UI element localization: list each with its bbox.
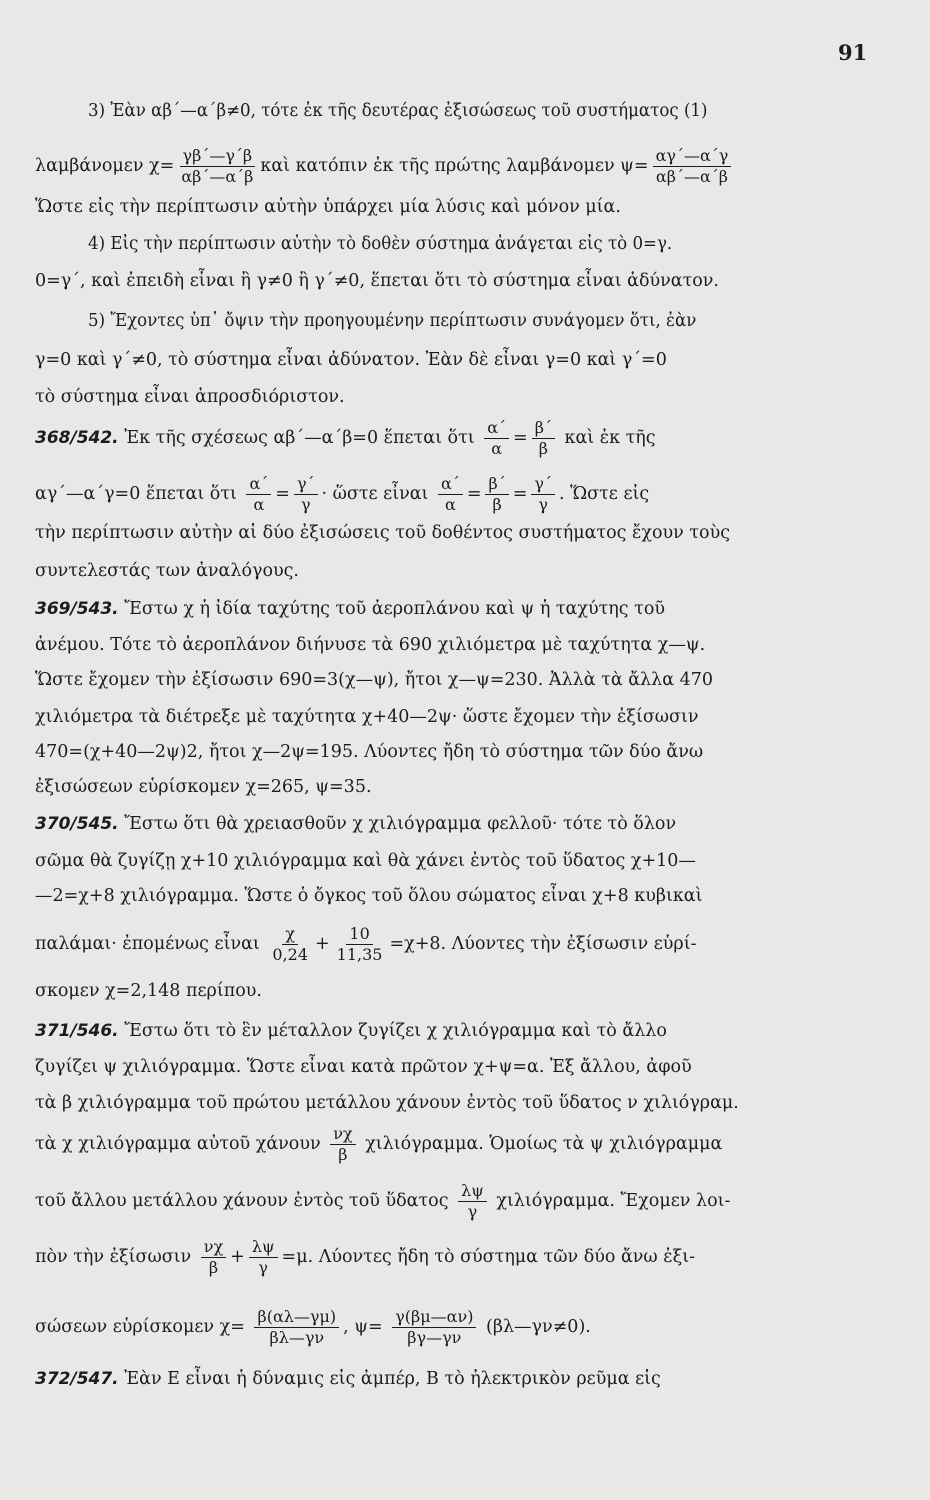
fraction (254, 1307, 339, 1348)
denominator: βγ—γν (407, 1328, 462, 1347)
text: Ἔστω χ ἡ ἰδία ταχύτης τοῦ ἀεροπλάνου καὶ ψ ἡ ταχύτης τοῦ (124, 599, 666, 619)
exercise-number: 368/542. (35, 428, 119, 448)
fraction (532, 418, 555, 459)
exercise-number: 372/547. (35, 1369, 119, 1389)
item4-line2: 0=γ΄, καὶ ἐπειδὴ εἶναι ἢ γ≠0 ἢ γ΄≠0, ἕπεται ὅτι τὸ σύστημα εἶναι ἀδύνατον. (35, 271, 719, 291)
text: καὶ κατόπιν ἐκ τῆς πρώτης λαμβάνομεν ψ= (260, 156, 649, 176)
numerator: β΄ (532, 418, 555, 439)
denominator: αβ΄—α΄β (655, 167, 728, 186)
page-number: 91 (838, 40, 868, 65)
item5-line1: 5) Ἔχοντες ὑπ᾿ ὄψιν τὴν προηγουμένην περίπτωσιν συνάγομεν ὅτι, ἐὰν (88, 311, 697, 331)
text: Ὥστε εἰς (570, 484, 650, 504)
denominator: γ (300, 495, 311, 514)
item4-line1: 4) Εἰς τὴν περίπτωσιν αὐτὴν τὸ δοθὲν σύστημα ἀνάγεται εἰς τὸ 0=γ. (88, 234, 673, 254)
numerator: λψ (249, 1237, 278, 1258)
fraction (246, 474, 271, 515)
denominator: βλ—γν (269, 1328, 325, 1347)
ex371-line7 (35, 1307, 895, 1348)
ex369-line3: Ὥστε ἔχομεν τὴν ἐξίσωσιν 690=3(χ—ψ), ἤτοι χ—ψ=230. Ἀλλὰ τὰ ἄλλα 470 (35, 670, 713, 690)
text: Ἔστω ὅτι τὸ ἓν μέταλλον ζυγίζει χ χιλιόγραμμα καὶ τὸ ἄλλο (124, 1021, 667, 1041)
fraction (438, 474, 463, 515)
fraction (484, 418, 509, 459)
ex369-line6: ἐξισώσεων εὑρίσκομεν χ=265, ψ=35. (35, 777, 372, 797)
ex371-line3: τὰ β χιλιόγραμμα τοῦ πρώτου μετάλλου χάνουν ἐντὸς τοῦ ὕδατος ν χιλιόγραμ. (35, 1093, 739, 1113)
text: αγ΄—α΄γ=0 ἕπεται ὅτι (35, 484, 237, 504)
text: τὰ χ χιλιόγραμμα αὐτοῦ χάνουν (35, 1134, 321, 1154)
numerator: γβ΄—γ΄β (180, 146, 256, 167)
ex371-line5 (35, 1181, 895, 1222)
denominator: γ (258, 1258, 268, 1277)
ex369-line1 (35, 598, 895, 620)
fraction-x (178, 146, 256, 187)
fraction (485, 474, 508, 515)
numerator: νχ (330, 1124, 355, 1145)
fraction (458, 1181, 487, 1222)
text: ὥστε εἶναι (332, 484, 429, 504)
numerator: γ(βμ—αν) (392, 1307, 476, 1328)
denominator: γ (467, 1202, 478, 1221)
denominator: α (445, 495, 456, 514)
ex370-line4: παλάμαι· ἐπομένως εἶναι $\frac{\chi}{0,24}$ + $\frac{10}{11,35}$ =χ+8. Λύοντες τὴν ἐξίσωσιν εὑρί- (35, 924, 697, 964)
ex371-line4 (35, 1124, 895, 1165)
ex370-line1 (35, 813, 895, 835)
ex370-line3: —2=χ+8 χιλιόγραμμα. Ὥστε ὁ ὄγκος τοῦ ὅλου σώματος εἶναι χ+8 κυβικαὶ (35, 886, 703, 906)
fraction (269, 924, 311, 965)
fraction (392, 1307, 476, 1348)
numerator: χ (282, 924, 298, 945)
denominator: 11,35 (336, 945, 383, 964)
numerator: β(αλ—γμ) (254, 1307, 339, 1328)
text: =μ. Λύοντες ἤδη τὸ σύστημα τῶν δύο ἄνω ἐξι- (281, 1247, 696, 1267)
ex369-line2: ἀνέμου. Τότε τὸ ἀεροπλάνον διήνυσε τὰ 690 χιλιόμετρα μὲ ταχύτητα χ—ψ. (35, 635, 706, 655)
ex371-line2: ζυγίζει ψ χιλιόγραμμα. Ὥστε εἶναι κατὰ πρῶτον χ+ψ=α. Ἐξ ἄλλου, ἀφοῦ (35, 1057, 692, 1077)
denominator: β (492, 495, 502, 514)
text: καὶ ἐκ τῆς (564, 428, 656, 448)
numerator: α΄ (438, 474, 463, 495)
ex372-line1 (35, 1368, 895, 1390)
ex369-line4: χιλιόμετρα τὰ διέτρεξε μὲ ταχύτητα χ+40—2ψ· ὥστε ἔχομεν τὴν ἐξίσωσιν (35, 707, 699, 727)
item3-line3: Ὥστε εἰς τὴν περίπτωσιν αὐτὴν ὑπάρχει μία λύσις καὶ μόνον μία. (35, 197, 621, 217)
exercise-number: 369/543. (35, 599, 119, 619)
denominator: α (491, 439, 503, 458)
fraction (249, 1237, 278, 1278)
text: λαμβάνομεν χ= (35, 156, 175, 176)
denominator: β (538, 439, 548, 458)
numerator: 10 (346, 924, 372, 945)
numerator: λψ (458, 1181, 487, 1202)
numerator: β΄ (485, 474, 508, 495)
ex368-line2: αγ΄—α΄γ=0 ἕπεται ὅτι $\frac{\alpha΄}{\alpha}$ = $\frac{\gamma΄}{\gamma}$ · ὥστε εἶναι $\frac{\alpha΄}{\alpha}$ = $\frac{\beta΄}{\beta}$ = $\frac{\gamma΄}{\gamma}$ . Ὥστε εἰς (35, 474, 650, 514)
ex368-line1: 368/542. Ἐκ τῆς σχέσεως αβ΄—α΄β=0 ἕπεται ὅτι $\frac{\alpha΄}{\alpha}$ = $\frac{\beta΄}{\beta}$ καὶ ἐκ τῆς (35, 418, 656, 458)
text: (βλ—γν≠0). (486, 1317, 591, 1337)
text: =χ+8. Λύοντες τὴν ἐξίσωσιν εὑρί- (389, 934, 697, 954)
numerator: γ΄ (531, 474, 555, 495)
text: Ἐὰν Ε εἶναι ἡ δύναμις εἰς ἀμπέρ, Β τὸ ἠλεκτρικὸν ρεῦμα εἰς (124, 1369, 661, 1389)
fraction (201, 1237, 226, 1278)
ex369-line5: 470=(χ+40—2ψ)2, ἤτοι χ—2ψ=195. Λύοντες ἤδη τὸ σύστημα τῶν δύο ἄνω (35, 742, 704, 762)
text: σώσεων εὑρίσκομεν χ= (35, 1317, 245, 1337)
text: πὸν τὴν ἐξίσωσιν (35, 1247, 192, 1267)
ex368-line4: συντελεστάς των ἀναλόγους. (35, 561, 299, 581)
text: τοῦ ἄλλου μετάλλου χάνουν ἐντὸς τοῦ ὕδατος (35, 1191, 449, 1211)
text: παλάμαι· ἐπομένως εἶναι (35, 934, 260, 954)
numerator: νχ (201, 1237, 226, 1258)
ex370-line2: σῶμα θὰ ζυγίζῃ χ+10 χιλιόγραμμα καὶ θὰ χάνει ἐντὸς τοῦ ὕδατος χ+10— (35, 851, 696, 871)
item5-line2: γ=0 καὶ γ΄≠0, τὸ σύστημα εἶναι ἀδύνατον. Ἐὰν δὲ εἶναι γ=0 καὶ γ΄=0 (35, 350, 667, 370)
exercise-number: 371/546. (35, 1021, 119, 1041)
text: χιλιόγραμμα. Ἔχομεν λοι- (496, 1191, 731, 1211)
denominator: 0,24 (272, 945, 308, 964)
fraction (330, 1124, 355, 1165)
denominator: αβ΄—α΄β (181, 167, 254, 186)
fraction-y (653, 146, 732, 187)
fraction (334, 924, 386, 965)
text: , ψ= (343, 1317, 383, 1337)
denominator: γ (538, 495, 548, 514)
exercise-number: 370/545. (35, 814, 119, 834)
numerator: α΄ (246, 474, 271, 495)
item3-line2 (35, 146, 895, 187)
ex370-line5: σκομεν χ=2,148 περίπου. (35, 981, 262, 1001)
text: Ἔστω ὅτι θὰ χρειασθοῦν χ χιλιόγραμμα φελλοῦ· τότε τὸ ὅλον (124, 814, 677, 834)
fraction (531, 474, 555, 515)
denominator: β (208, 1258, 219, 1277)
fraction (294, 474, 318, 515)
ex371-line1 (35, 1020, 895, 1042)
denominator: β (338, 1145, 348, 1164)
denominator: α (253, 495, 265, 514)
item3-line1: 3) Ἐὰν αβ΄—α΄β≠0, τότε ἐκ τῆς δευτέρας ἐξισώσεως τοῦ συστήματος (1) (88, 101, 708, 121)
text: Ἐκ τῆς σχέσεως αβ΄—α΄β=0 ἕπεται ὅτι (124, 428, 475, 448)
numerator: α΄ (484, 418, 509, 439)
text: χιλιόγραμμα. Ὁμοίως τὰ ψ χιλιόγραμμα (365, 1134, 723, 1154)
ex371-line6: πὸν τὴν ἐξίσωσιν $\frac{\nu\chi}{\beta}$ + $\frac{\lambda\psi}{\gamma}$ =μ. Λύοντες ἤδη τὸ σύστημα τῶν δύο ἄνω ἐξι- (35, 1237, 696, 1277)
numerator: γ΄ (294, 474, 318, 495)
ex368-line3: τὴν περίπτωσιν αὐτὴν αἱ δύο ἐξισώσεις τοῦ δοθέντος συστήματος ἔχουν τοὺς (35, 523, 731, 543)
item5-line3: τὸ σύστημα εἶναι ἀπροσδιόριστον. (35, 387, 345, 407)
numerator: αγ΄—α΄γ (653, 146, 732, 167)
